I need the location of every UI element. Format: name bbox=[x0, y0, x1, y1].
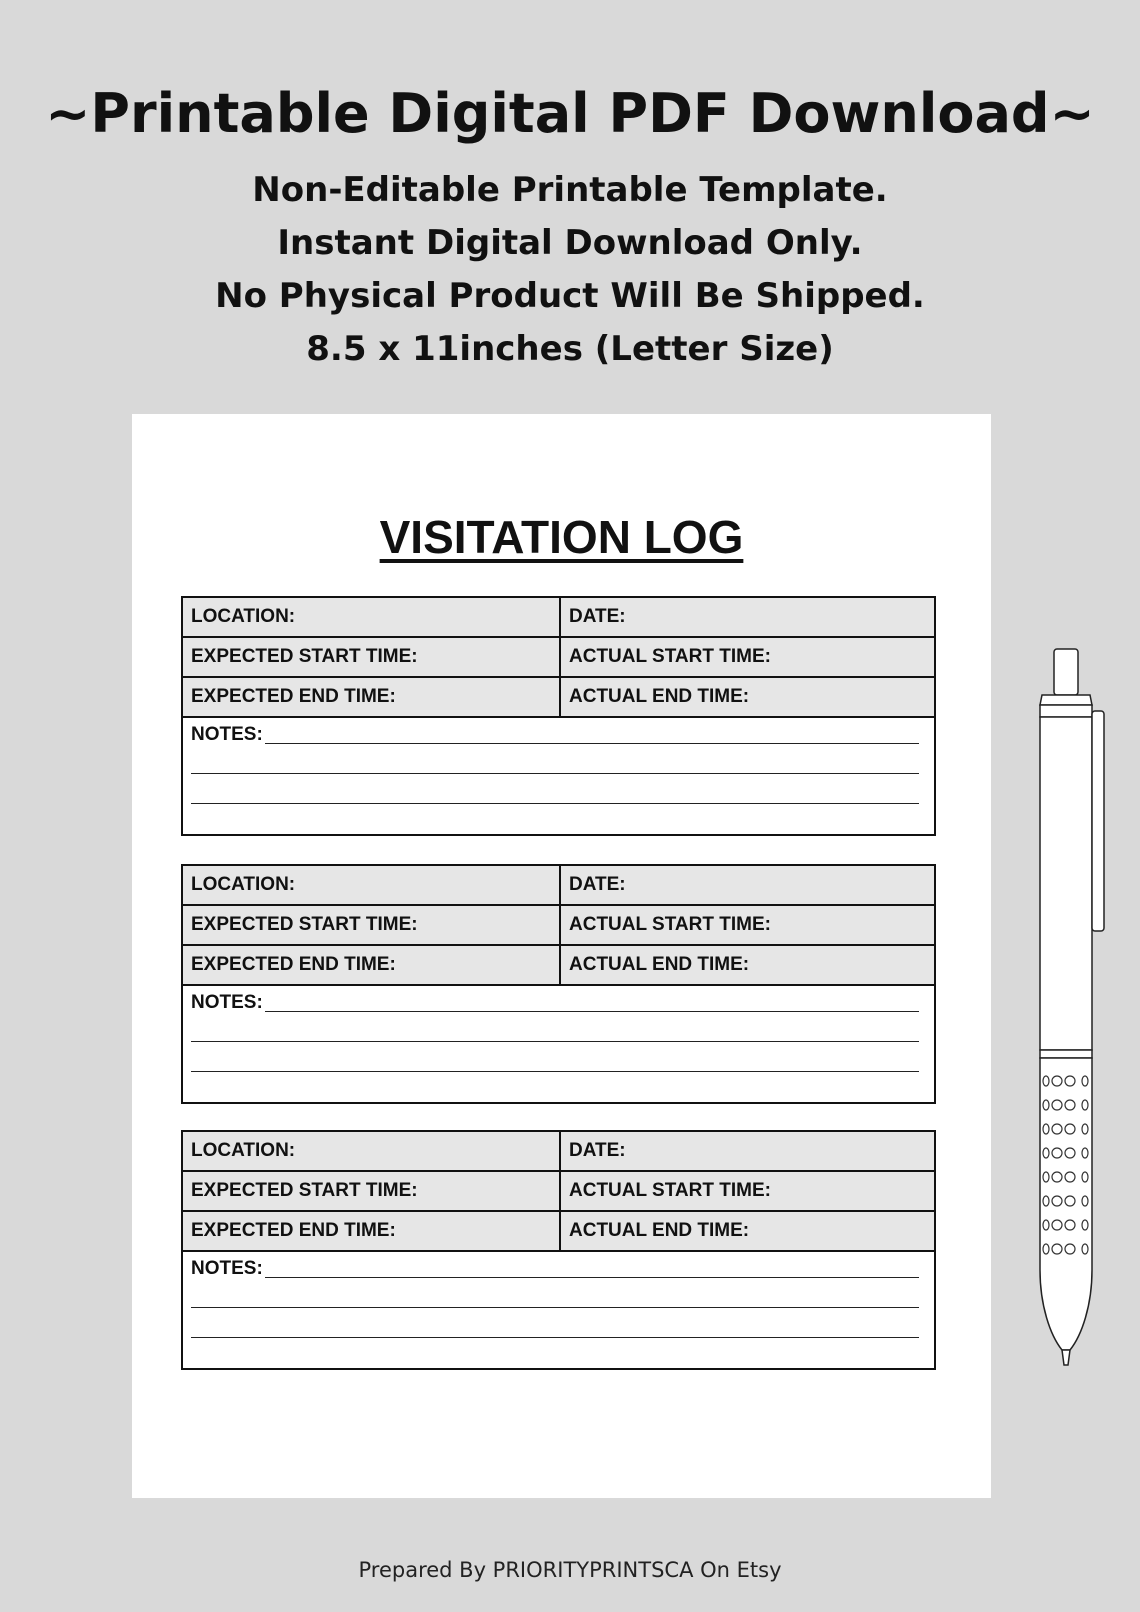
date-label: DATE: bbox=[569, 1140, 626, 1161]
log-entry-3 bbox=[181, 1130, 936, 1370]
log-entry-2 bbox=[181, 864, 936, 1104]
row-end-times bbox=[183, 946, 934, 986]
notes-area bbox=[183, 1252, 934, 1368]
notes-line bbox=[191, 773, 919, 774]
actual-start-label: ACTUAL START TIME: bbox=[569, 914, 771, 935]
actual-start-label: ACTUAL START TIME: bbox=[569, 646, 771, 667]
actual-end-label: ACTUAL END TIME: bbox=[569, 686, 750, 707]
notes-line bbox=[265, 1011, 919, 1012]
pen-icon bbox=[1030, 645, 1112, 1385]
subline-editable: Non-Editable Printable Template. bbox=[252, 170, 888, 210]
row-location-date bbox=[183, 1132, 934, 1172]
row-end-times bbox=[183, 678, 934, 718]
headline: ~Printable Digital PDF Download~ bbox=[45, 82, 1095, 145]
date-label: DATE: bbox=[569, 606, 626, 627]
expected-start-label: EXPECTED START TIME: bbox=[183, 1172, 561, 1210]
document-title: VISITATION LOG bbox=[379, 511, 744, 563]
subline-shipping: No Physical Product Will Be Shipped. bbox=[215, 276, 925, 316]
subline-size: 8.5 x 11inches (Letter Size) bbox=[306, 329, 834, 369]
expected-end-label: EXPECTED END TIME: bbox=[183, 678, 561, 716]
footer-credit: Prepared By PRIORITYPRINTSCA On Etsy bbox=[358, 1558, 782, 1582]
expected-end-label: EXPECTED END TIME: bbox=[183, 1212, 561, 1250]
notes-line bbox=[191, 1041, 919, 1042]
row-location-date bbox=[183, 598, 934, 638]
notes-area bbox=[183, 718, 934, 834]
notes-line bbox=[191, 1071, 919, 1072]
expected-start-label: EXPECTED START TIME: bbox=[183, 638, 561, 676]
location-label: LOCATION: bbox=[183, 1132, 561, 1170]
subline-instant: Instant Digital Download Only. bbox=[277, 223, 863, 263]
notes-label: NOTES: bbox=[191, 992, 263, 1013]
location-label: LOCATION: bbox=[183, 866, 561, 904]
notes-line bbox=[191, 1337, 919, 1338]
row-start-times bbox=[183, 906, 934, 946]
row-location-date bbox=[183, 866, 934, 906]
notes-line bbox=[265, 1277, 919, 1278]
notes-label: NOTES: bbox=[191, 724, 263, 745]
expected-end-label: EXPECTED END TIME: bbox=[183, 946, 561, 984]
notes-label: NOTES: bbox=[191, 1258, 263, 1279]
actual-start-label: ACTUAL START TIME: bbox=[569, 1180, 771, 1201]
row-start-times bbox=[183, 638, 934, 678]
notes-line bbox=[191, 1307, 919, 1308]
document-sheet bbox=[132, 414, 991, 1498]
row-start-times bbox=[183, 1172, 934, 1212]
date-label: DATE: bbox=[569, 874, 626, 895]
log-entry-1 bbox=[181, 596, 936, 836]
row-end-times bbox=[183, 1212, 934, 1252]
location-label: LOCATION: bbox=[183, 598, 561, 636]
notes-line bbox=[191, 803, 919, 804]
notes-line bbox=[265, 743, 919, 744]
expected-start-label: EXPECTED START TIME: bbox=[183, 906, 561, 944]
actual-end-label: ACTUAL END TIME: bbox=[569, 954, 750, 975]
notes-area bbox=[183, 986, 934, 1102]
actual-end-label: ACTUAL END TIME: bbox=[569, 1220, 750, 1241]
